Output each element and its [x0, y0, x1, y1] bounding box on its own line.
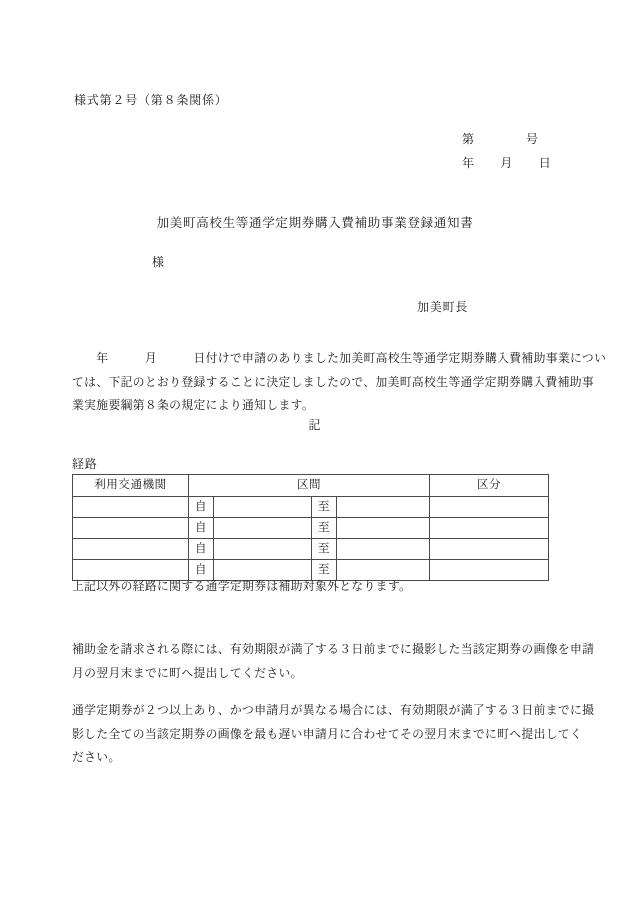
column-header-classification: 区分: [430, 475, 549, 497]
note-claim-paragraph: [72, 638, 595, 685]
table-header-row: [73, 475, 549, 497]
route-section-label: 経路: [72, 457, 98, 471]
column-header-section: 区間: [189, 475, 430, 497]
cell-transport[interactable]: [73, 518, 189, 539]
addressee-honorific: 様: [152, 255, 165, 269]
table-row: [73, 497, 549, 518]
note-multi-line-3: ださい。: [72, 750, 121, 764]
cell-from-value[interactable]: [214, 539, 312, 560]
note-multi-line-2: 影した全ての当該定期券の画像を最も遅い申請月に合わせてその翌月末までに町へ提出してく: [72, 726, 583, 741]
cell-classification[interactable]: [430, 497, 549, 518]
cell-to-value[interactable]: [337, 497, 430, 518]
route-table-note: 上記以外の経路に関する通学定期券は補助対象外となります。: [72, 579, 412, 593]
table-row: [73, 539, 549, 560]
cell-from-value[interactable]: [214, 518, 312, 539]
cell-from-value[interactable]: [214, 497, 312, 518]
form-number: 様式第２号（第８条関係）: [74, 93, 228, 107]
ki-marker: 記: [308, 418, 322, 432]
cell-classification[interactable]: [430, 539, 549, 560]
cell-to-value[interactable]: [337, 518, 430, 539]
cell-to-mark: 至: [312, 497, 337, 518]
cell-from-mark: 自: [189, 560, 214, 581]
cell-to-mark: 至: [312, 560, 337, 581]
cell-classification[interactable]: [430, 560, 549, 581]
cell-to-value[interactable]: [337, 560, 430, 581]
document-number-field: 第 号: [462, 132, 539, 146]
note-claim-line-1: 補助金を請求される際には、有効期限が満了する３日前までに撮影した当該定期券の画像を申請: [72, 642, 595, 656]
cell-to-mark: 至: [312, 518, 337, 539]
cell-classification[interactable]: [430, 518, 549, 539]
body-line-2: ては、下記のとおり登録することに決定しましたので、加美町高校生等通学定期券購入費補助事: [72, 374, 595, 389]
page-title: 加美町高校生等通学定期券購入費補助事業登録通知書: [156, 216, 474, 230]
note-multi-line-1: 通学定期券が２つ以上あり、かつ申請月が異なる場合には、有効期限が満了する３日前までに撮: [72, 703, 595, 717]
table-row: [73, 560, 549, 581]
cell-transport[interactable]: [73, 539, 189, 560]
cell-from-mark: 自: [189, 539, 214, 560]
column-header-transport: 利用交通機関: [73, 475, 189, 497]
body-paragraph-main: [72, 347, 607, 418]
cell-to-value[interactable]: [337, 539, 430, 560]
route-table: [72, 474, 549, 581]
table-row: [73, 518, 549, 539]
cell-from-value[interactable]: [214, 560, 312, 581]
note-multiple-passes-paragraph: [72, 699, 595, 770]
document-date-field: 年 月 日: [462, 156, 552, 170]
issuer-name: 加美町長: [417, 300, 469, 314]
body-line-1: 年 月 日付けで申請のありました加美町高校生等通学定期券購入費補助事業につい: [72, 351, 607, 365]
body-line-3: 業実施要綱第８条の規定により通知します。: [72, 398, 314, 412]
cell-from-mark: 自: [189, 497, 214, 518]
cell-transport[interactable]: [73, 560, 189, 581]
cell-from-mark: 自: [189, 518, 214, 539]
note-claim-line-2: 月の翌月末までに町へ提出してください。: [72, 665, 303, 680]
cell-to-mark: 至: [312, 539, 337, 560]
cell-transport[interactable]: [73, 497, 189, 518]
